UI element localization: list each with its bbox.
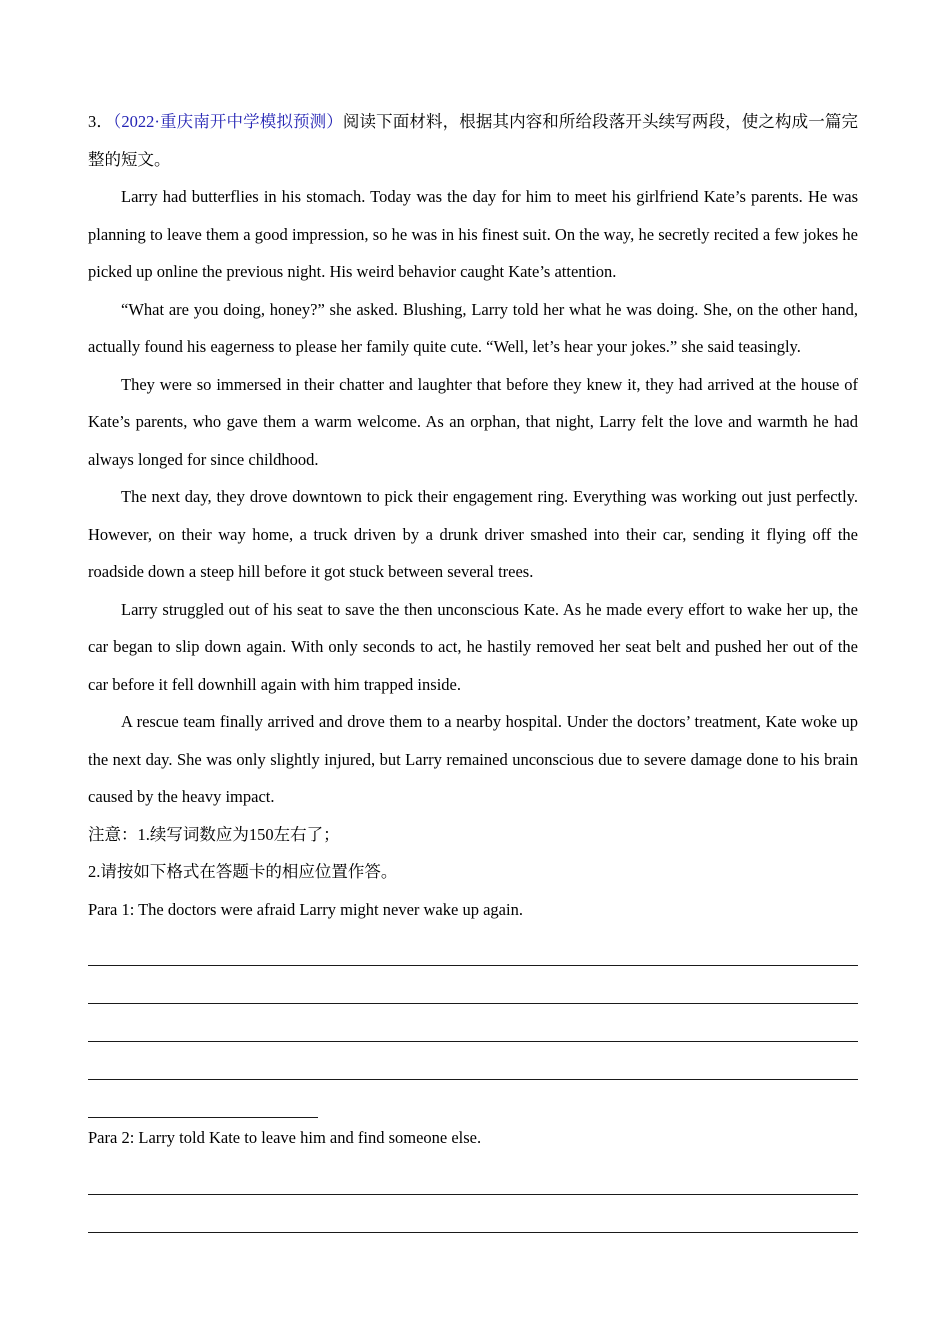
answer-blank-line (88, 928, 858, 966)
story-paragraph: Larry had butterflies in his stomach. Today was the day for him to meet his girlfriend Kate’s parents. He was planning to leave them a good impression, so he was in his finest suit. On the way, he secretly recited a few jokes he picked up online the previous night. His weird behavior caught Kate’s attention. (88, 187, 858, 281)
para2-prompt: Para 2: Larry told Kate to leave him and find someone else. (88, 1128, 482, 1147)
story-paragraph: They were so immersed in their chatter and laughter that before they knew it, they had arrived at the house of Kate’s parents, who gave them a warm welcome. As an orphan, that night, Larry felt the love and warmth he had always longed for since childhood. (88, 374, 858, 469)
answer-blank-line (88, 1195, 858, 1233)
answer-blank-line (88, 1042, 858, 1080)
answer-blank-line (88, 966, 858, 1004)
exercise-source: （2022·重庆南开中学模拟预测） (113, 112, 343, 131)
story-paragraph: The next day, they drove downtown to pick their engagement ring. Everything was working out just perfectly. However, on their way home, a truck driven by a drunk driver smashed into their car, sending it flying off the roadside down a steep hill before it got stuck between several trees. (88, 487, 858, 581)
note-word-count: 注意：1.续写词数应为150左右了； (88, 824, 340, 844)
answer-blank-line (88, 1157, 858, 1195)
exercise-title (88, 103, 858, 178)
answer-blank-line (88, 1080, 318, 1118)
exercise-instruction: 阅读下面材料，根据其内容和所给段落开头续写两段，使之构成一篇完整的短文。 (88, 112, 859, 169)
para2-answer-blanks (88, 1157, 858, 1233)
para1-answer-blanks (88, 928, 858, 1118)
exercise-number: 3． (88, 112, 113, 131)
answer-blank-line (88, 1004, 858, 1042)
story-paragraph: Larry struggled out of his seat to save the then unconscious Kate. As he made every effort to wake her up, the car began to slip down again. With only seconds to act, he hastily removed her seat belt and pushed her out of the car before it fell downhill again with him trapped inside. (88, 599, 858, 694)
story-paragraph: A rescue team finally arrived and drove them to a nearby hospital. Under the doctors’ treatment, Kate woke up the next day. She was only slightly injured, but Larry remained unconscious due to severe damage done to his brain caused by the heavy impact. (88, 712, 858, 806)
para1-prompt: Para 1: The doctors were afraid Larry might never wake up again. (88, 899, 523, 919)
note-answer-format: 2.请按如下格式在答题卡的相应位置作答。 (88, 862, 398, 881)
story-paragraph: “What are you doing, honey?” she asked. Blushing, Larry told her what he was doing. She, on the other hand, actually found his eagerness to please her family quite cute. “Well, let’s hear your jokes.” she said teasingly. (88, 299, 858, 356)
